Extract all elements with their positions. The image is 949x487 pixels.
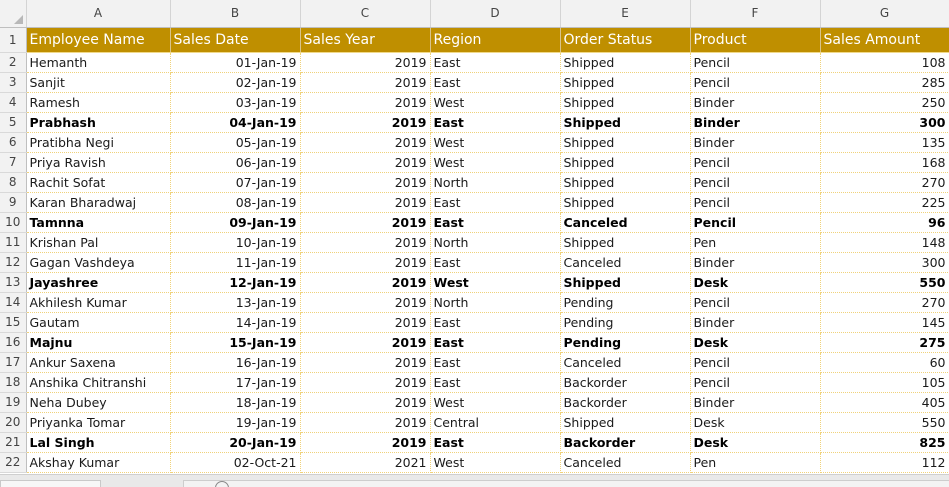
cell[interactable]: Akshay Kumar [26, 452, 170, 472]
cell[interactable]: 2019 [300, 352, 430, 372]
cell[interactable]: 825 [820, 432, 949, 452]
cell[interactable]: 275 [820, 332, 949, 352]
table-row [0, 232, 949, 252]
cell[interactable]: 07-Jan-19 [170, 172, 300, 192]
cell[interactable]: Shipped [560, 92, 690, 112]
cell[interactable]: 2019 [300, 232, 430, 252]
cell[interactable]: 2021 [300, 452, 430, 472]
cell[interactable]: 2019 [300, 372, 430, 392]
cell[interactable]: Rachit Sofat [26, 172, 170, 192]
cell[interactable]: Binder [690, 132, 820, 152]
row-header[interactable]: 3 [0, 72, 26, 92]
table-row [0, 212, 949, 232]
cell[interactable]: Pending [560, 292, 690, 312]
cell[interactable]: Ankur Saxena [26, 352, 170, 372]
header-cell[interactable]: Sales Date [170, 27, 300, 52]
cell[interactable]: Priyanka Tomar [26, 412, 170, 432]
cell[interactable]: Pencil [690, 372, 820, 392]
cell[interactable]: Binder [690, 252, 820, 272]
cell[interactable]: Pencil [690, 192, 820, 212]
cell[interactable]: Gagan Vashdeya [26, 252, 170, 272]
header-cell[interactable]: Order Status [560, 27, 690, 52]
cell[interactable]: Majnu [26, 332, 170, 352]
table-row [0, 112, 949, 132]
row-header[interactable]: 17 [0, 352, 26, 372]
cell[interactable]: Shipped [560, 192, 690, 212]
row-header[interactable]: 11 [0, 232, 26, 252]
cell[interactable]: Shipped [560, 412, 690, 432]
cell[interactable]: Krishan Pal [26, 232, 170, 252]
cell[interactable]: North [430, 292, 560, 312]
cell[interactable]: East [430, 432, 560, 452]
row-header[interactable]: 6 [0, 132, 26, 152]
cell[interactable]: Anshika Chitranshi [26, 372, 170, 392]
row-header[interactable]: 13 [0, 272, 26, 292]
cell[interactable]: East [430, 352, 560, 372]
cell[interactable]: 550 [820, 272, 949, 292]
cell[interactable]: 04-Jan-19 [170, 112, 300, 132]
cell[interactable]: Pencil [690, 172, 820, 192]
cell[interactable]: 20-Jan-19 [170, 432, 300, 452]
row-header[interactable]: 12 [0, 252, 26, 272]
cell[interactable]: 14-Jan-19 [170, 312, 300, 332]
table-row [0, 392, 949, 412]
cell[interactable]: West [430, 152, 560, 172]
cell[interactable]: 285 [820, 72, 949, 92]
row-header[interactable]: 15 [0, 312, 26, 332]
cell[interactable]: Pending [560, 332, 690, 352]
cell[interactable]: West [430, 132, 560, 152]
cell[interactable]: 2019 [300, 272, 430, 292]
cell[interactable]: West [430, 392, 560, 412]
cell[interactable]: 17-Jan-19 [170, 372, 300, 392]
cell[interactable]: 09-Jan-19 [170, 212, 300, 232]
cell[interactable]: 10-Jan-19 [170, 232, 300, 252]
cell[interactable]: 2019 [300, 152, 430, 172]
table-row [0, 352, 949, 372]
cell[interactable]: East [430, 72, 560, 92]
cell[interactable]: Sanjit [26, 72, 170, 92]
cell[interactable]: Desk [690, 432, 820, 452]
cell[interactable]: 2019 [300, 412, 430, 432]
table-row [0, 432, 949, 452]
cell[interactable]: 112 [820, 452, 949, 472]
cell[interactable]: Central [430, 412, 560, 432]
row-header[interactable]: 4 [0, 92, 26, 112]
cell[interactable]: 225 [820, 192, 949, 212]
table-row [0, 192, 949, 212]
cell[interactable]: Shipped [560, 52, 690, 72]
cell[interactable]: Binder [690, 312, 820, 332]
cell[interactable]: Priya Ravish [26, 152, 170, 172]
cell[interactable]: 2019 [300, 112, 430, 132]
table-row [0, 252, 949, 272]
table-row [0, 52, 949, 72]
cell[interactable]: 2019 [300, 92, 430, 112]
select-all-triangle-icon [14, 15, 23, 24]
cell[interactable]: Pencil [690, 292, 820, 312]
cell[interactable]: Pen [690, 232, 820, 252]
row-header[interactable]: 2 [0, 52, 26, 72]
cell[interactable]: Jayashree [26, 272, 170, 292]
cell[interactable]: 2019 [300, 392, 430, 412]
select-all-corner[interactable] [0, 0, 26, 27]
cell[interactable]: East [430, 52, 560, 72]
cell[interactable]: Backorder [560, 392, 690, 412]
cell[interactable]: 11-Jan-19 [170, 252, 300, 272]
cell[interactable]: 2019 [300, 192, 430, 212]
row-header[interactable]: 21 [0, 432, 26, 452]
cell[interactable]: 300 [820, 252, 949, 272]
row-header[interactable]: 8 [0, 172, 26, 192]
cell[interactable]: 96 [820, 212, 949, 232]
table-row [0, 452, 949, 472]
table-row [0, 72, 949, 92]
cell[interactable]: Tamnna [26, 212, 170, 232]
row-header[interactable]: 22 [0, 452, 26, 472]
cell[interactable]: Gautam [26, 312, 170, 332]
row-header[interactable]: 7 [0, 152, 26, 172]
cell[interactable]: Shipped [560, 152, 690, 172]
cell[interactable]: 270 [820, 172, 949, 192]
cell[interactable]: 08-Jan-19 [170, 192, 300, 212]
cell[interactable]: 250 [820, 92, 949, 112]
header-cell[interactable]: Region [430, 27, 560, 52]
row-header[interactable]: 9 [0, 192, 26, 212]
cell[interactable]: 02-Jan-19 [170, 72, 300, 92]
cell[interactable]: 03-Jan-19 [170, 92, 300, 112]
cell[interactable]: East [430, 372, 560, 392]
cell[interactable]: 270 [820, 292, 949, 312]
column-header-row [0, 0, 949, 27]
cell[interactable]: 148 [820, 232, 949, 252]
cell[interactable]: 13-Jan-19 [170, 292, 300, 312]
cell[interactable]: Binder [690, 112, 820, 132]
row-header[interactable]: 20 [0, 412, 26, 432]
row-header[interactable]: 5 [0, 112, 26, 132]
table-row [0, 272, 949, 292]
table-row [0, 92, 949, 112]
cell[interactable]: 05-Jan-19 [170, 132, 300, 152]
cell[interactable]: 19-Jan-19 [170, 412, 300, 432]
cell[interactable]: Pencil [690, 152, 820, 172]
horizontal-scrollbar[interactable] [183, 480, 949, 487]
column-header-d[interactable]: D [430, 0, 560, 27]
cell[interactable]: Shipped [560, 232, 690, 252]
cell[interactable]: 2019 [300, 52, 430, 72]
table-row [0, 132, 949, 152]
cell[interactable]: Canceled [560, 452, 690, 472]
cell[interactable]: Akhilesh Kumar [26, 292, 170, 312]
cell[interactable]: Pencil [690, 212, 820, 232]
cell[interactable]: Desk [690, 272, 820, 292]
cell[interactable]: Shipped [560, 112, 690, 132]
table-row [0, 292, 949, 312]
cell[interactable]: Karan Bharadwaj [26, 192, 170, 212]
cell[interactable]: Pencil [690, 352, 820, 372]
cell[interactable]: Prabhash [26, 112, 170, 132]
cell[interactable]: 105 [820, 372, 949, 392]
row-header[interactable]: 1 [0, 27, 26, 52]
cell[interactable]: 135 [820, 132, 949, 152]
cell[interactable]: 2019 [300, 212, 430, 232]
cell[interactable]: 145 [820, 312, 949, 332]
cell[interactable]: East [430, 212, 560, 232]
table-row [0, 332, 949, 352]
cell[interactable]: North [430, 232, 560, 252]
row-header[interactable]: 18 [0, 372, 26, 392]
cell[interactable]: Binder [690, 392, 820, 412]
cell[interactable]: 2019 [300, 172, 430, 192]
cell[interactable]: 01-Jan-19 [170, 52, 300, 72]
row-header[interactable]: 19 [0, 392, 26, 412]
cell[interactable]: West [430, 272, 560, 292]
cell[interactable]: 2019 [300, 252, 430, 272]
cell[interactable]: 168 [820, 152, 949, 172]
cell[interactable]: 2019 [300, 72, 430, 92]
cell[interactable]: 60 [820, 352, 949, 372]
column-header-b[interactable]: B [170, 0, 300, 27]
table-row [0, 372, 949, 392]
row-header[interactable]: 10 [0, 212, 26, 232]
cell[interactable]: 02-Oct-21 [170, 452, 300, 472]
cell[interactable]: Desk [690, 332, 820, 352]
cell[interactable]: Canceled [560, 252, 690, 272]
cell[interactable]: East [430, 252, 560, 272]
cell[interactable]: Backorder [560, 372, 690, 392]
cell[interactable]: Pen [690, 452, 820, 472]
cell[interactable]: East [430, 312, 560, 332]
cell[interactable]: Ramesh [26, 92, 170, 112]
sheet-tab[interactable] [0, 480, 101, 487]
cell[interactable]: 18-Jan-19 [170, 392, 300, 412]
cell[interactable]: 550 [820, 412, 949, 432]
row-header[interactable]: 14 [0, 292, 26, 312]
column-header-e[interactable]: E [560, 0, 690, 27]
cell[interactable]: 12-Jan-19 [170, 272, 300, 292]
cell[interactable]: East [430, 112, 560, 132]
header-cell[interactable]: Product [690, 27, 820, 52]
cell[interactable]: 2019 [300, 132, 430, 152]
header-cell[interactable]: Employee Name [26, 27, 170, 52]
cell[interactable]: Shipped [560, 172, 690, 192]
cell[interactable]: 16-Jan-19 [170, 352, 300, 372]
cell[interactable]: 2019 [300, 312, 430, 332]
column-header-g[interactable]: G [820, 0, 949, 27]
cell[interactable]: 2019 [300, 432, 430, 452]
cell[interactable]: 2019 [300, 292, 430, 312]
cell[interactable]: Pencil [690, 52, 820, 72]
cell[interactable]: 15-Jan-19 [170, 332, 300, 352]
cell[interactable]: Canceled [560, 212, 690, 232]
cell[interactable]: Hemanth [26, 52, 170, 72]
table-header-row [0, 27, 949, 52]
cell[interactable]: Pending [560, 312, 690, 332]
cell[interactable]: 108 [820, 52, 949, 72]
cell[interactable]: 405 [820, 392, 949, 412]
table-row [0, 152, 949, 172]
cell[interactable]: Pencil [690, 72, 820, 92]
cell[interactable]: Backorder [560, 432, 690, 452]
cell[interactable]: Shipped [560, 272, 690, 292]
cell[interactable]: Neha Dubey [26, 392, 170, 412]
cell[interactable]: 300 [820, 112, 949, 132]
cell[interactable]: North [430, 172, 560, 192]
cell[interactable]: 2019 [300, 332, 430, 352]
cell[interactable]: West [430, 92, 560, 112]
column-header-c[interactable]: C [300, 0, 430, 27]
column-header-f[interactable]: F [690, 0, 820, 27]
cell[interactable]: Canceled [560, 352, 690, 372]
header-cell[interactable]: Sales Amount [820, 27, 949, 52]
cell[interactable]: East [430, 332, 560, 352]
table-row [0, 172, 949, 192]
table-row [0, 412, 949, 432]
cell[interactable]: Binder [690, 92, 820, 112]
cell[interactable]: Shipped [560, 72, 690, 92]
cell[interactable]: West [430, 452, 560, 472]
column-header-a[interactable]: A [26, 0, 170, 27]
table-row [0, 312, 949, 332]
cell[interactable]: Shipped [560, 132, 690, 152]
cell[interactable]: Desk [690, 412, 820, 432]
cell[interactable]: Pratibha Negi [26, 132, 170, 152]
cell[interactable]: Lal Singh [26, 432, 170, 452]
cell[interactable]: East [430, 192, 560, 212]
header-cell[interactable]: Sales Year [300, 27, 430, 52]
cell[interactable]: 06-Jan-19 [170, 152, 300, 172]
row-header[interactable]: 16 [0, 332, 26, 352]
